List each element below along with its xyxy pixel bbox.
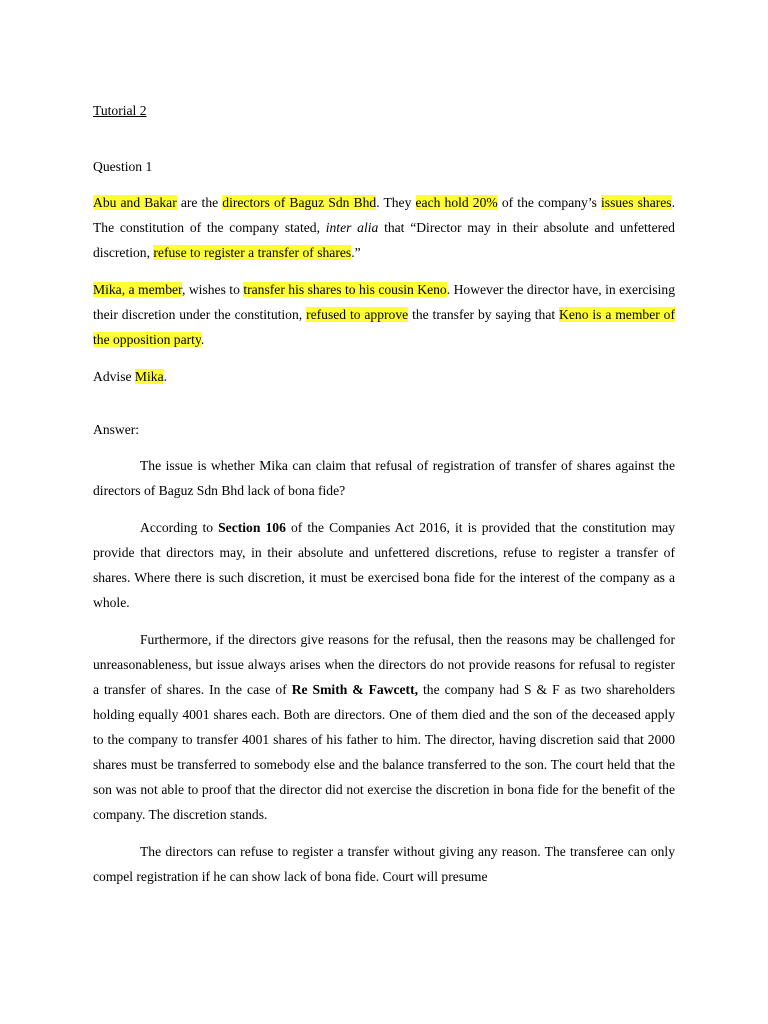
highlight-text: Keno is a member of the opposition party	[93, 307, 675, 347]
question-paragraph-2	[93, 277, 675, 352]
body-text: are the	[176, 195, 223, 210]
highlight-text: Mika, a member	[93, 282, 183, 297]
document-body	[93, 98, 675, 901]
question-paragraph-1	[93, 190, 675, 265]
body-text: .”	[351, 245, 361, 260]
body-text: the transfer by saying that	[408, 307, 560, 322]
bold-text: Re Smith & Fawcett,	[291, 682, 419, 697]
body-text: the company had S & F as two shareholders holding equally 4001 shares each. Both are directors. One of them died and the son of the deceased apply to the company to transfer 4001 shares of his father to him. The director, having discretion said that 2000 shares must be transferred to somebody else and the balance transferred to the son. The court held that the son was not able to proof that the director did not exercise the discretion in bona fide for the benefit of the company. The discretion stands.	[93, 682, 675, 822]
highlight-text: issues shares	[601, 195, 672, 210]
body-text: According to	[140, 520, 219, 535]
tutorial-title: Tutorial 2	[93, 103, 147, 118]
highlight-text: each hold 20%	[415, 195, 498, 210]
answer-paragraph-4: The directors can refuse to register a transfer without giving any reason. The transferee can only compel registration if he can show lack of bona fide. Court will presume	[93, 844, 675, 884]
body-text: .	[200, 332, 205, 347]
italic-text: inter alia	[325, 220, 379, 235]
question-paragraph-3	[93, 364, 675, 389]
highlight-text: refused to approve	[306, 307, 409, 322]
highlight-text: transfer his shares to his cousin Keno	[243, 282, 447, 297]
body-text: . They	[376, 195, 416, 210]
body-text: of the company’s	[497, 195, 602, 210]
body-text: Advise	[93, 369, 135, 384]
bold-text: Section 106	[218, 520, 286, 535]
answer-heading: Answer:	[93, 422, 140, 437]
answer-paragraph-3	[93, 627, 675, 827]
answer-paragraph-2	[93, 515, 675, 615]
body-text: .	[163, 369, 168, 384]
body-text: , wishes to	[182, 282, 244, 297]
highlight-text: refuse to register a transfer of shares	[153, 245, 352, 260]
highlight-text: directors of Baguz Sdn Bhd	[222, 195, 377, 210]
answer-paragraph-1: The issue is whether Mika can claim that refusal of registration of transfer of shares against the directors of Baguz Sdn Bhd lack of bona fide?	[93, 458, 675, 498]
body-text: Furthermore, if the directors give reasons for the refusal, then the reasons may be challenged for unreasonableness, but issue always arises when the directors do not provide reasons for refusal to register a transfer of shares. In the case of	[93, 632, 675, 697]
body-text: . However the director have, in exercising their discretion under the constitution,	[93, 282, 675, 322]
body-text: that “Director may in their absolute and unfettered discretion,	[93, 220, 675, 260]
question-heading: Question 1	[93, 159, 153, 174]
highlight-text: Mika	[134, 369, 164, 384]
highlight-text: Abu and Bakar	[93, 195, 177, 210]
body-text: of the Companies Act 2016, it is provided that the constitution may provide that directors may, in their absolute and unfettered discretions, refuse to register a transfer of shares. Where there is such discretion, it must be exercised bona fide for the interest of the company as a whole.	[93, 520, 675, 610]
body-text: . The constitution of the company stated,	[93, 195, 676, 235]
